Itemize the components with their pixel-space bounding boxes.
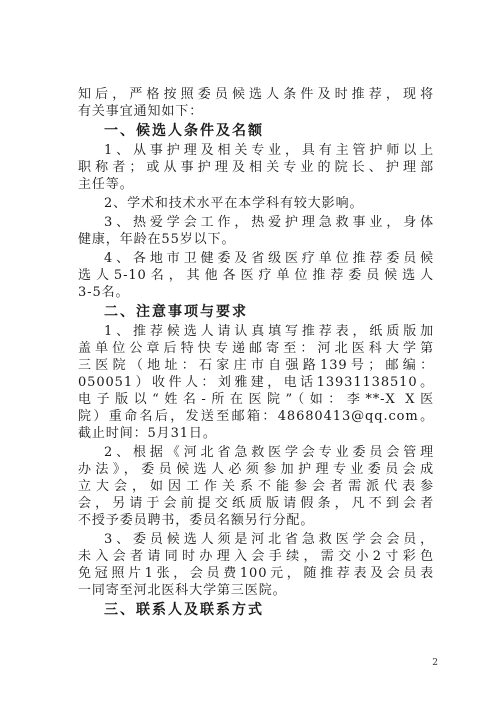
list-item xyxy=(78,531,434,599)
text-line: 2、学术和技术水平在本学科有较大影响。 xyxy=(104,196,364,211)
text-line: 会，另请于会前提交纸质版请假条，凡不到会者 xyxy=(78,496,434,511)
list-item xyxy=(78,195,434,212)
text-line: 3-5名。 xyxy=(78,285,130,300)
list-item xyxy=(78,250,434,301)
text-line: 一同寄至河北医科大学第三医院。 xyxy=(78,583,287,598)
text-line: 不授予委员聘书，委员名额另行分配。 xyxy=(78,513,315,528)
section-heading-contact: 三、联系人及联系方式 xyxy=(104,602,264,618)
text-line: 3、热爱学会工作，热爱护理急救事业，身体 xyxy=(104,215,434,230)
document-body xyxy=(78,86,434,621)
text-line: 3、委员候选人须是河北省急救医学会会员， xyxy=(104,532,434,547)
text-line: 4、各地市卫健委及省级医疗单位推荐委员候 xyxy=(104,251,434,266)
text-line: 免冠照片1张，会员费100元，随推荐表及会员表 xyxy=(78,566,434,581)
text-line: 未入会者请同时办理入会手续，需交小2寸彩色 xyxy=(78,549,434,564)
text-line: 盖单位公章后特快专递邮寄至：河北医科大学第 xyxy=(78,341,434,356)
text-line: 1、从事护理及相关专业，具有主管护师以上 xyxy=(104,143,434,158)
list-item xyxy=(78,444,434,529)
text-line: 立大会，如因工作关系不能参会者需派代表参 xyxy=(78,479,434,494)
text-line: 050051）收件人：刘雅建，电话13931138510。 xyxy=(78,375,434,390)
text-line: 截止时间：5月31日。 xyxy=(78,426,217,441)
text-line: 办法》，委员候选人必须参加护理专业委员会成 xyxy=(78,462,434,477)
text-line: 职称者；或从事护理及相关专业的院长、护理部 xyxy=(78,160,434,175)
list-item xyxy=(78,142,434,193)
list-item xyxy=(78,214,434,248)
page-number: 2 xyxy=(432,658,438,668)
text-line: 院）重命名后，发送至邮箱：48680413@qq.com。 xyxy=(78,409,434,424)
text-line: 主任等。 xyxy=(78,177,134,192)
section-heading-candidate-conditions: 一、候选人条件及名额 xyxy=(104,123,264,139)
text-line: 1、推荐候选人请认真填写推荐表，纸质版加 xyxy=(104,324,434,339)
text-line: 健康，年龄在55岁以下。 xyxy=(78,232,236,247)
text-line: 有关事宜通知如下： xyxy=(78,104,204,119)
text-line: 选人5-10名，其他各医疗单位推荐委员候选人 xyxy=(78,268,434,283)
list-item xyxy=(78,323,434,442)
text-line: 三医院（地址：石家庄市自强路139号；邮编： xyxy=(78,358,434,373)
section-heading-notes-requirements: 二、注意事项与要求 xyxy=(104,304,248,320)
text-line: 电子版以“姓名-所在医院”（如：李**-X X医 xyxy=(78,392,434,407)
intro-paragraph xyxy=(78,86,434,120)
text-line: 2、根据《河北省急救医学会专业委员会管理 xyxy=(104,445,434,460)
text-line: 知后，严格按照委员候选人条件及时推荐，现将 xyxy=(78,87,434,102)
